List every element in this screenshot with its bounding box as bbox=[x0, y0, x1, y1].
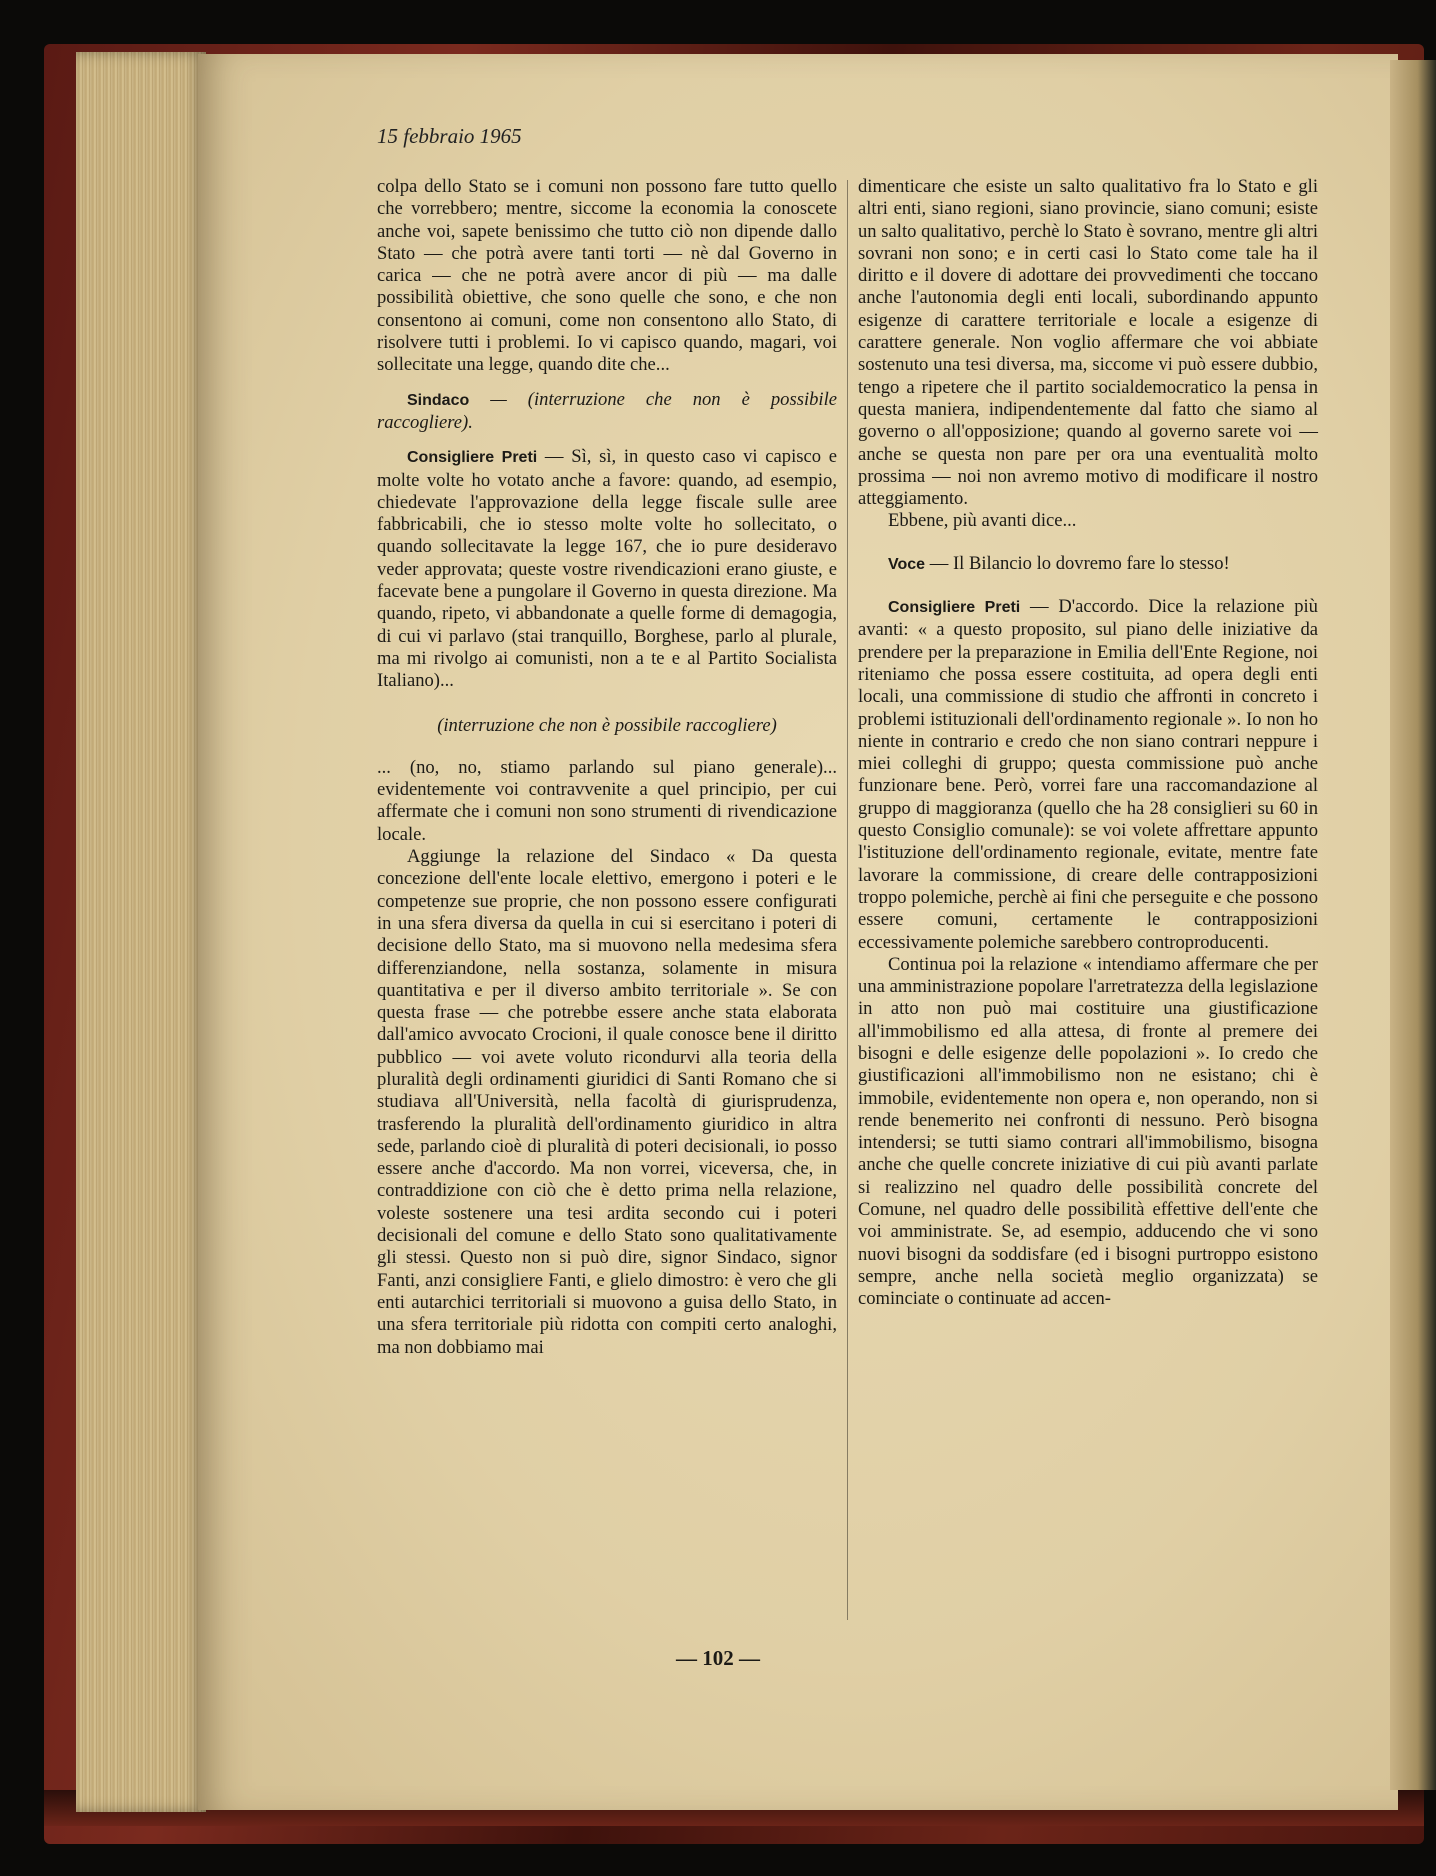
paragraph: Aggiunge la relazione del Sindaco « Da questa concezione dell'ente locale elettivo, emergono i poteri e le competenze sue proprie, che non possono essere configurati in una sfera diversa da quella in cui si esercitano i poteri di decisione dello Stato, ma si muovono nella medesima sfera differenziandone, nella sostanza, solamente in misura quantitativa e per il diverso ambito territoriale ». Se con questa frase — che potrebbe essere anche stata elaborata dall'amico avvocato Crocioni, il quale conosce bene il diritto pubblico — voi avete voluto ricondurvi alla teoria della pluralità degli ordinamenti giuridici di Santi Romano che si studiava all'Università, nella facoltà di giurisprudenza, trasferendo la pluralità dell'ordinamento giuridico in altra sede, parlando cioè di pluralità di poteri decisionali, io posso essere anche d'accordo. Ma non vorrei, viceversa, che, in contraddizione con ciò che è detto prima nella relazione, voleste sostenere una tesi ardita secondo cui i poteri decisionali del comune e dello Stato sono qualitativamente gli stessi. Questo non si può dire, signor Sindaco, signor Fanti, anzi consigliere Fanti, e glielo dimostro: è vero che gli enti autarchici territoriali si muovono a guisa dello Stato, in una sfera territoriale più ridotta con compiti certo analoghi, ma non dobbiamo mai bbox=[377, 846, 837, 1358]
paragraph: ... (no, no, stiamo parlando sul piano generale)... evidentemente voi contravvenite a quel principio, per cui affermate che i comuni non sono strumenti di rivendicazione locale. bbox=[377, 756, 837, 845]
page-stack bbox=[76, 52, 206, 1812]
right-column bbox=[858, 176, 1318, 1311]
speaker-label: Consigliere Preti bbox=[888, 599, 1021, 617]
paragraph: Continua poi la relazione « intendiamo affermare che per una amministrazione popolare l'arretratezza della legislazione in atto non può mai costituire una giustificazione all'immobilismo ed alla attesa, di fronte al premere dei bisogni e delle esigenze delle popolazioni ». Io credo che giustificazioni all'immobilismo non ne esistano; chi è immobile, evidentemente non opera e, non operando, non si rende benemerito nei confronti di nessuno. Però bisogna intendersi; se tutti siamo contrari all'immobilismo, bisogna anche che quelle concrete iniziative di cui più avanti parlate si realizzino nel quadro delle possibilità concrete del Comune, nel quadro delle possibilità effettive dell'ente che voi amministrate. Se, ad esempio, adducendo che vi sono nuovi bisogni da soddisfare (ed i bisogni purtroppo esistono sempre, anche nella società meglio organizzata) se cominciate o continuate ad accen- bbox=[858, 953, 1318, 1310]
speaker-label: Sindaco bbox=[407, 391, 470, 409]
paragraph: colpa dello Stato se i comuni non possono fare tutto quello che vorrebbero; mentre, siccome la economia la conoscete anche voi, sapete benissimo che tutto ciò non dipende dallo Stato — che potrà avere tanti torti — nè dal Governo in carica — che ne potrà avere ancor di più — ma dalle possibilità obiettive, che sono quelle che sono, e che non consentono ai comuni, come non consentono allo Stato, di risolvere tutti i problemi. Io vi capisco quando, magari, voi sollecitate una legge, quando dite che... bbox=[377, 176, 837, 376]
paragraph-text: — Il Bilancio lo dovremo fare lo stesso! bbox=[925, 552, 1230, 574]
page-header-date: 15 febbraio 1965 bbox=[377, 124, 522, 148]
speaker-label: Consigliere Preti bbox=[407, 449, 538, 467]
paragraph-sindaco bbox=[377, 389, 837, 435]
paragraph-preti bbox=[377, 446, 837, 692]
paragraph-text: — (interruzione che non è possibile raccogliere). bbox=[377, 388, 837, 433]
paragraph-text: — D'accordo. Dice la relazione più avanti: « a questo proposito, sul piano delle iniziative da prendere per la preparazione in Emilia dell'Ente Regione, noi riteniamo che possa essere costituita, ad opera degli enti locali, una commissione di studio che affronti in concreto i problemi istituzionali dell'ordinamento regionale ». Io non ho niente in contrario e credo che non siano contrari neppure i miei colleghi di gruppo; questa commissione può anche funzionare bene. Però, vorrei fare una raccomandazione al gruppo di maggioranza (quello che ha 28 consiglieri su 60 in questo Consiglio comunale): se voi volete affrettare appunto l'istituzione dell'ordinamento regionale, evitate, mentre fate lavorare la commissione, di creare delle contrapposizioni troppo polemiche, perchè ai fini che perseguite e che possono essere comuni, certamente le contrapposizioni eccessivamente polemiche sarebbero controproducenti. bbox=[858, 596, 1318, 953]
paragraph-preti bbox=[858, 596, 1318, 954]
interruption-note: (interruzione che non è possibile raccogliere) bbox=[437, 714, 777, 736]
column-divider bbox=[847, 180, 848, 1620]
page-number: — 102 — bbox=[676, 1646, 760, 1670]
paragraph-voce bbox=[858, 553, 1318, 576]
facing-page-edge bbox=[1390, 60, 1436, 1790]
paragraph-text: — Sì, sì, in questo caso vi capisco e molte volte ho votato anche a favore: quando, ad esempio, chiedevate l'approvazione della legge fiscale sulle aree fabbricabili, che io stesso molte volte ho sollecitato, o quando sollecitavate la legge 167, che io pure desideravo veder approvata; queste vostre rivendicazioni erano giuste, e facevate bene a pungolare il Governo in questa direzione. Ma quando, ripeto, vi abbandonate a quelle forme di demagogia, di cui vi parlavo (stai tranquillo, Borghese, parlo al plurale, ma mi rivolgo ai comunisti, non a te e al Partito Socialista Italiano)... bbox=[377, 446, 837, 692]
left-column bbox=[377, 176, 837, 1359]
speaker-label: Voce bbox=[888, 555, 926, 573]
paragraph: Ebbene, più avanti dice... bbox=[888, 510, 1077, 532]
paragraph: dimenticare che esiste un salto qualitativo fra lo Stato e gli altri enti, siano regioni, siano provincie, siano comuni; esiste un salto qualitativo, perchè lo Stato è sovrano, mentre gli altri sovrani non sono; e in certi casi lo Stato come tale ha il diritto e il dovere di adottare dei provvedimenti che toccano anche l'autonomia degli enti locali, subordinando appunto esigenze di carattere territoriale e locale a esigenze di carattere generale. Non voglio affermare che voi abbiate sostenuto una tesi diversa, ma, siccome vi può essere dubbio, tengo a ripetere che il partito socialdemocratico la pensa in questa maniera, indipendentemente dal fatto che siamo al governo o all'opposizione; quando al governo sarete voi — anche se questa non pare per ora una eventualità molto prossima — noi non avremo motivo di modificare il nostro atteggiamento. bbox=[858, 176, 1318, 510]
